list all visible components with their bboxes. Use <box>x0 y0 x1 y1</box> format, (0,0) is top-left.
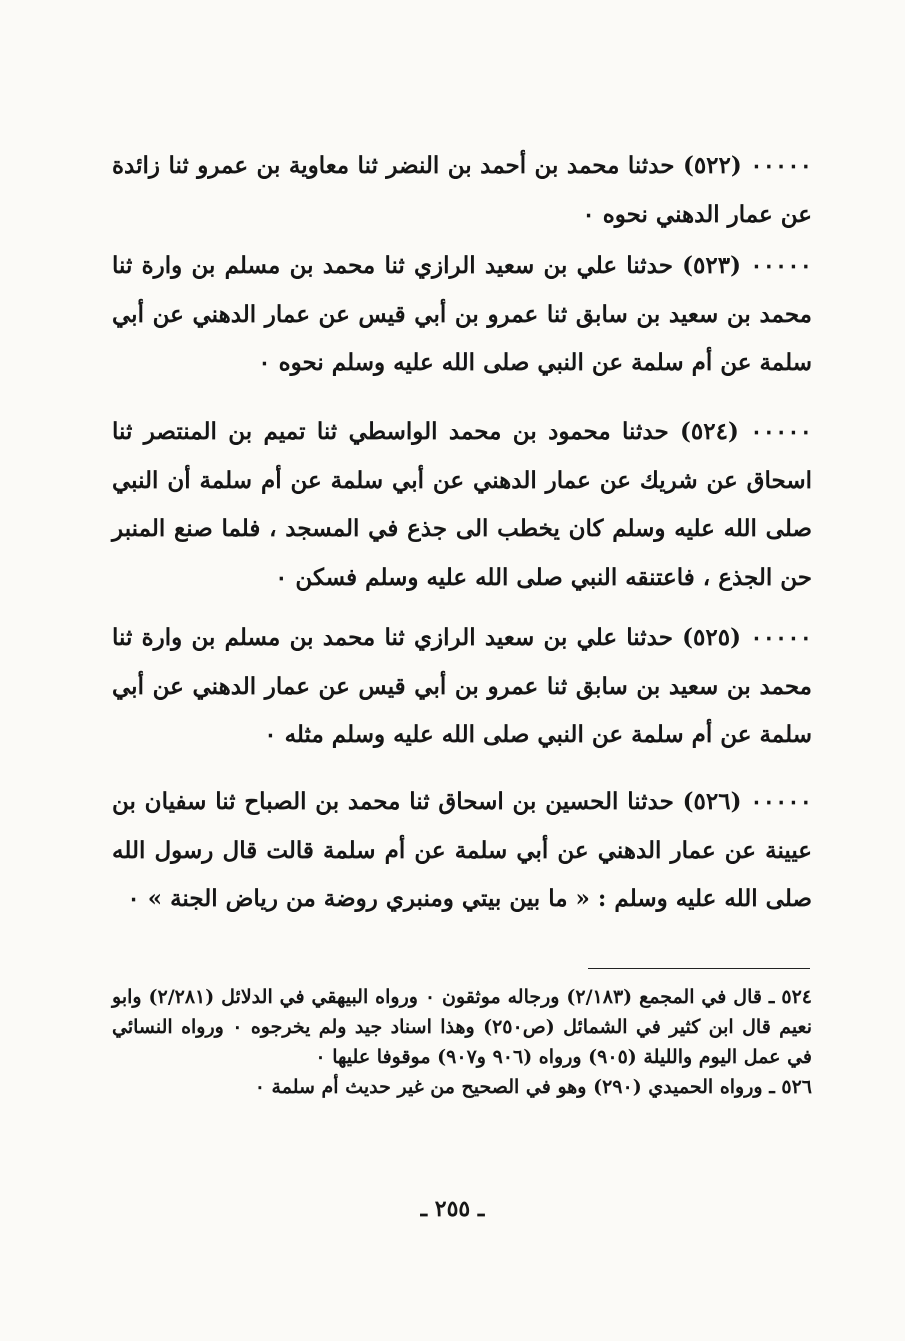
hadith-526: ٠٠٠٠٠ (٥٢٦) حدثنا الحسين بن اسحاق ثنا محمد بن الصباح ثنا سفيان بن عيينة عن عمار الدهني عن أبي سلمة عن أم سلمة قالت قال رسول الله صلى الله عليه وسلم : « ما بين بيتي ومنبري روضة من رياض الجنة » ٠ <box>112 788 813 912</box>
page-number: ـ ٢٥٥ ـ <box>420 1196 485 1222</box>
footnotes <box>112 982 812 1102</box>
hadith-523: ٠٠٠٠٠ (٥٢٣) حدثنا علي بن سعيد الرازي ثنا محمد بن مسلم بن وارة ثنا محمد بن سعيد بن سابق ثنا عمرو بن أبي قيس عن عمار الدهني عن أبي سلمة عن أم سلمة عن النبي صلى الله عليه وسلم نحوه ٠ <box>112 252 812 376</box>
footnote-separator <box>588 968 810 969</box>
footnote-526: ٥٢٦ ـ ورواه الحميدي (٢٩٠) وهو في الصحيح من غير حديث أم سلمة ٠ <box>254 1076 812 1098</box>
hadith-524: ٠٠٠٠٠ (٥٢٤) حدثنا محمود بن محمد الواسطي ثنا تميم بن المنتصر ثنا اسحاق عن شريك عن عمار الدهني عن أبي سلمة عن أم سلمة أن النبي صلى الله عليه وسلم كان يخطب الى جذع في المسجد ، فلما صنع المنبر حن الجذع ، فاعتنقه النبي صلى الله عليه وسلم فسكن ٠ <box>112 418 813 591</box>
hadith-525: ٠٠٠٠٠ (٥٢٥) حدثنا علي بن سعيد الرازي ثنا محمد بن مسلم بن وارة ثنا محمد بن سعيد بن سابق ثنا عمرو بن أبي قيس عن عمار الدهني عن أبي سلمة عن أم سلمة عن النبي صلى الله عليه وسلم مثله ٠ <box>112 624 812 748</box>
footnote-524: ٥٢٤ ـ قال في المجمع (٢/١٨٣) ورجاله موثقون ٠ ورواه البيهقي في الدلائل (٢/٢٨١) وابو نعيم قال ابن كثير في الشمائل (ص٢٥٠) وهذا اسناد جيد ولم يخرجوه ٠ ورواه النسائي في عمل اليوم والليلة (٩٠٥) ورواه (٩٠٦ و٩٠٧) موقوفا عليها ٠ <box>112 986 813 1068</box>
hadith-522: ٠٠٠٠٠ (٥٢٢) حدثنا محمد بن أحمد بن النضر ثنا معاوية بن عمرو ثنا زائدة عن عمار الدهني نحوه ٠ <box>112 152 812 228</box>
